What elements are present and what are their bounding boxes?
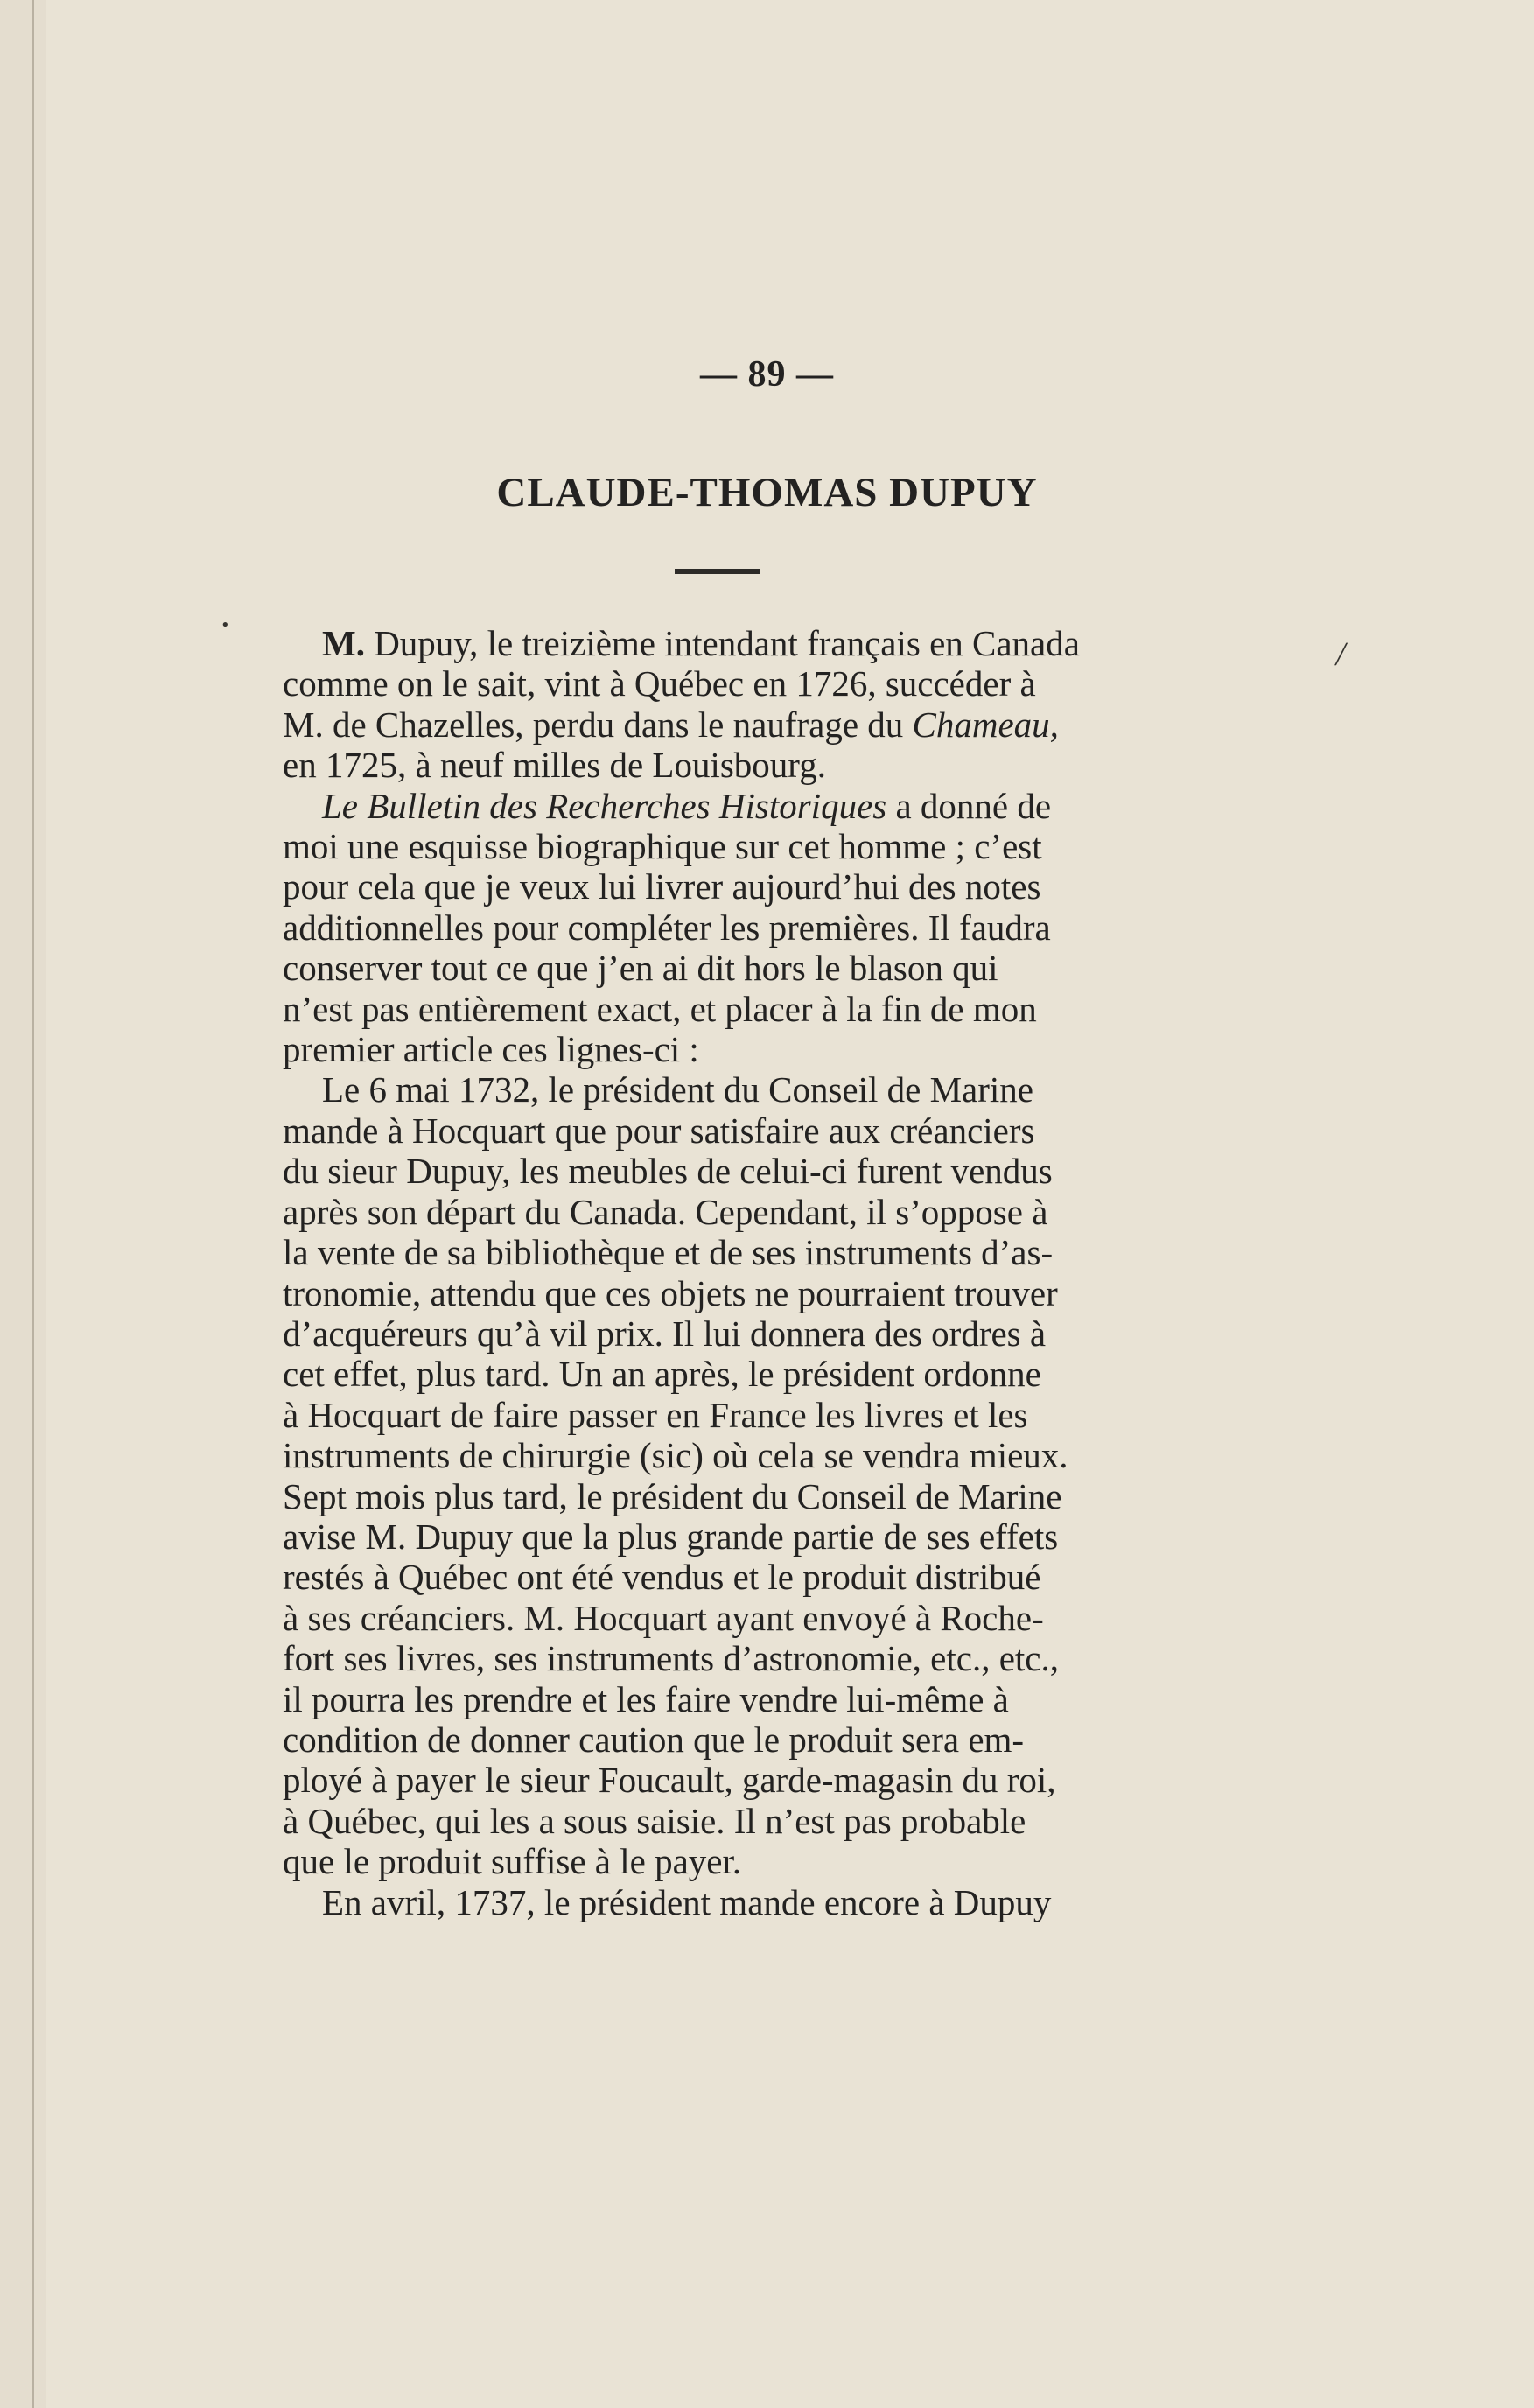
text-line <box>283 989 1166 1029</box>
text-line <box>283 1801 1166 1841</box>
body-text-segment: à Québec, qui les a sous saisie. Il n’est pas probable <box>283 1800 1026 1841</box>
body-text-segment: cet effet, plus tard. Un an après, le président ordonne <box>283 1354 1041 1395</box>
text-line <box>283 1313 1166 1354</box>
text-line <box>283 1192 1166 1232</box>
page-title: CLAUDE-THOMAS DUPUY <box>496 470 1038 515</box>
text-line <box>283 745 1166 785</box>
text-line <box>283 704 1166 745</box>
body-text-segment: En avril, 1737, le président mande encore à Dupuy <box>322 1881 1052 1922</box>
body-text-segment: tronomie, attendu que ces objets ne pourraient trouver <box>283 1272 1058 1313</box>
body-text-segment: instruments de chirurgie (sic) où cela se vendra mieux. <box>283 1435 1068 1476</box>
text-line <box>283 1273 1166 1313</box>
text-line <box>283 866 1166 906</box>
body-text-segment: a donné de <box>886 785 1052 826</box>
margin-tick-mark: ╱ <box>1335 644 1348 666</box>
body-text-segment: avise M. Dupuy que la plus grande partie de ses effets <box>283 1516 1059 1557</box>
body-text-segment: pour cela que je veux lui livrer aujourd’hui des notes <box>283 866 1041 907</box>
text-line <box>283 623 1166 663</box>
body-text-segment: il pourra les prendre et les faire vendre lui-même à <box>283 1678 1009 1719</box>
body-text <box>283 623 1166 1922</box>
text-line <box>283 1069 1166 1110</box>
body-text-segment: comme on le sait, vint à Québec en 1726, succéder à <box>283 663 1036 704</box>
body-text-segment: d’acquéreurs qu’à vil prix. Il lui donnera des ordres à <box>283 1312 1047 1354</box>
italic-text: Chameau, <box>912 704 1059 745</box>
body-text-segment: restés à Québec ont été vendus et le produit distribué <box>283 1557 1041 1598</box>
body-text-segment: moi une esquisse biographique sur cet homme ; c’est <box>283 826 1042 867</box>
body-text-segment: du sieur Dupuy, les meubles de celui-ci furent vendus <box>283 1151 1053 1192</box>
body-text-segment: Dupuy, le treizième intendant français en Canada <box>364 623 1080 663</box>
body-text-segment: condition de donner caution que le produit sera em- <box>283 1718 1025 1760</box>
body-text-segment: à Hocquart de faire passer en France les livres et les <box>283 1394 1028 1435</box>
body-text-segment: Le 6 mai 1732, le président du Conseil de Marine <box>322 1069 1033 1110</box>
italic-text: Le Bulletin des Recherches Historiques <box>322 785 887 826</box>
body-text-segment: la vente de sa bibliothèque et de ses instruments d’as- <box>283 1232 1054 1273</box>
text-line <box>283 1232 1166 1272</box>
text-line <box>283 1151 1166 1191</box>
body-text-segment: mande à Hocquart que pour satisfaire aux créanciers <box>283 1110 1035 1151</box>
body-text-segment: conserver tout ce que j’en ai dit hors le blason qui <box>283 948 998 989</box>
text-line <box>283 1679 1166 1719</box>
text-line <box>283 1029 1166 1069</box>
bold-text: M. <box>322 623 365 663</box>
text-line <box>283 1598 1166 1638</box>
body-text-segment: premier article ces lignes-ci : <box>283 1029 699 1070</box>
text-line <box>283 826 1166 866</box>
title-separator <box>675 569 760 574</box>
text-line <box>283 1354 1166 1394</box>
body-text-segment: en 1725, à neuf milles de Louisbourg. <box>283 745 826 786</box>
body-text-segment: que le produit suffise à le payer. <box>283 1841 742 1882</box>
text-line <box>283 1516 1166 1557</box>
body-text-segment: n’est pas entièrement exact, et placer à la fin de mon <box>283 988 1037 1029</box>
text-line <box>283 1719 1166 1760</box>
page-number: — 89 — <box>700 354 834 395</box>
text-line <box>283 1557 1166 1597</box>
text-line <box>283 1638 1166 1678</box>
text-line <box>283 1110 1166 1151</box>
text-line <box>283 1760 1166 1800</box>
body-text-segment: après son départ du Canada. Cependant, il s’oppose à <box>283 1191 1048 1232</box>
text-line <box>283 786 1166 826</box>
text-line <box>283 907 1166 948</box>
body-text-segment: M. de Chazelles, perdu dans le naufrage du <box>283 704 913 745</box>
text-line <box>283 1841 1166 1881</box>
body-text-segment: additionnelles pour compléter les premières. Il faudra <box>283 906 1051 948</box>
text-line <box>283 1435 1166 1475</box>
text-line <box>283 663 1166 704</box>
text-line <box>283 948 1166 988</box>
text-line <box>283 1882 1166 1922</box>
text-line <box>283 1395 1166 1435</box>
body-text-segment: ployé à payer le sieur Foucault, garde-magasin du roi, <box>283 1760 1056 1801</box>
margin-dot-mark: • <box>221 616 230 634</box>
body-text-segment: à ses créanciers. M. Hocquart ayant envoyé à Roche- <box>283 1597 1044 1638</box>
body-text-segment: fort ses livres, ses instruments d’astronomie, etc., etc., <box>283 1638 1059 1679</box>
text-line <box>283 1476 1166 1516</box>
body-text-segment: Sept mois plus tard, le président du Conseil de Marine <box>283 1475 1062 1516</box>
